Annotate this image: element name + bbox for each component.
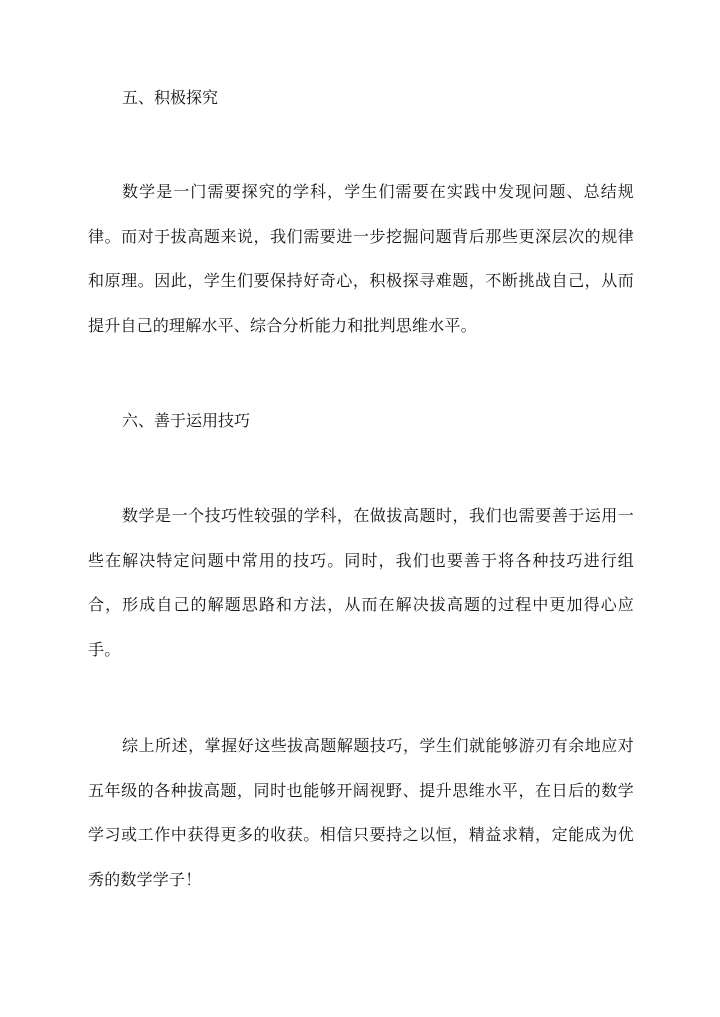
conclusion-paragraph: 综上所述，掌握好这些拔高题解题技巧，学生们就能够游刃有余地应对五年级的各种拔高题，同时也能够开阔视野、提升思维水平，在日后的数学学习或工作中获得更多的收获。相信只要持之以恒，精益求精，定能成为优秀的数学学子！ [88,736,634,889]
section-heading-6: 六、善于运用技巧 [122,411,251,430]
section-paragraph-6: 数学是一个技巧性较强的学科，在做拔高题时，我们也需要善于运用一些在解决特定问题中常用的技巧。同时，我们也要善于将各种技巧进行组合，形成自己的解题思路和方法，从而在解决拔高题的过程中更加得心应手。 [88,506,634,659]
section-heading-5: 五、积极探究 [122,88,219,107]
section-paragraph-5: 数学是一门需要探究的学科，学生们需要在实践中发现问题、总结规律。而对于拔高题来说，我们需要进一步挖掘问题背后那些更深层次的规律和原理。因此，学生们要保持好奇心，积极探寻难题，不断挑战自己，从而提升自己的理解水平、综合分析能力和批判思维水平。 [88,182,634,335]
